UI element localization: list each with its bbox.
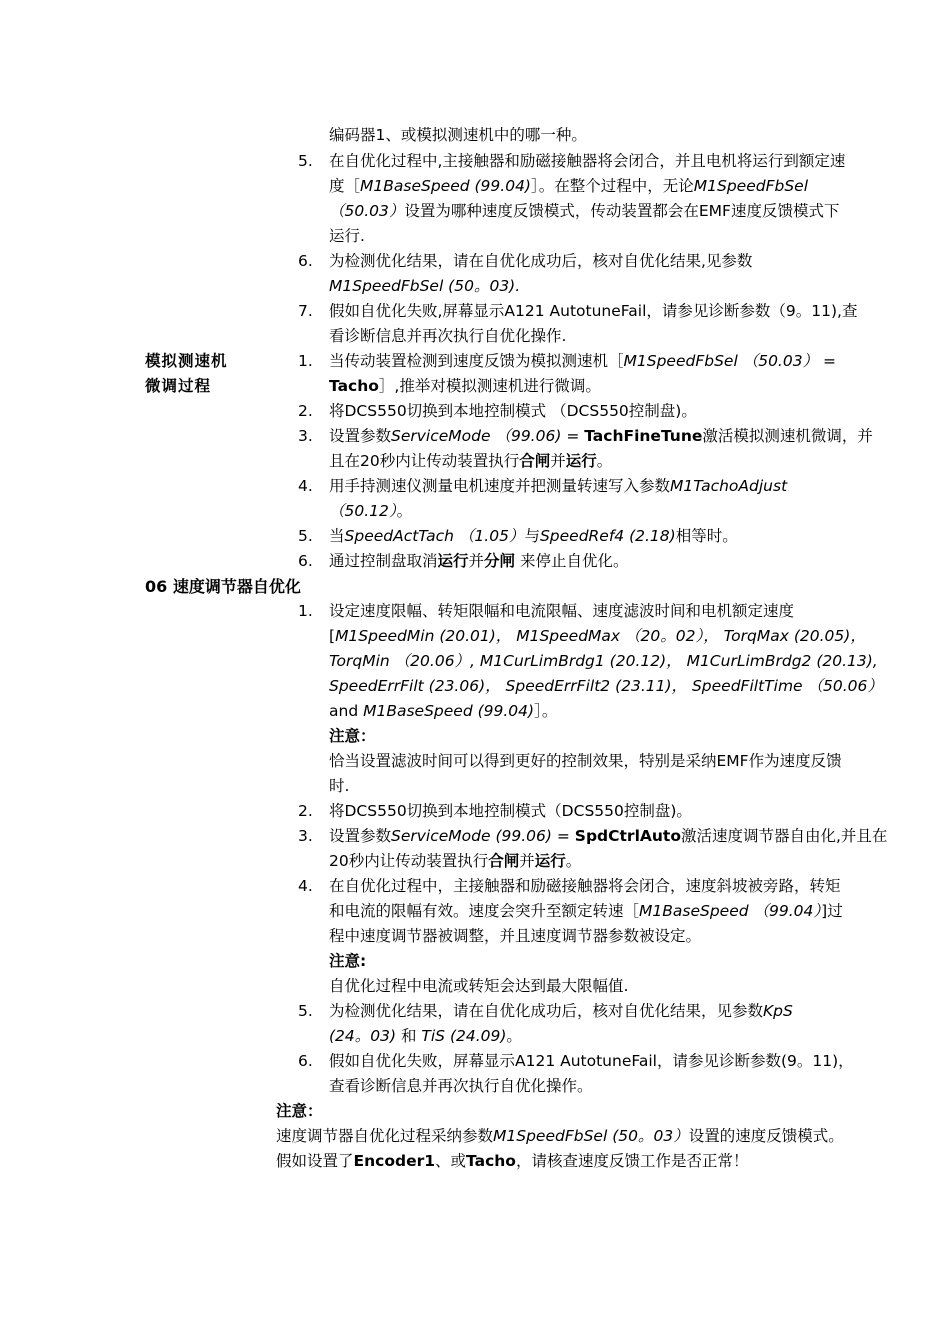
note-label: 注意： xyxy=(276,1102,323,1120)
list-item-text: 当SpeedActTach （1.05）与SpeedRef4 (2.18)相等时。 xyxy=(329,527,738,545)
list-item-text: 设置参数ServiceMode （99.06) = TachFineTune激活模拟测速机微调，并 xyxy=(329,427,873,445)
param-list: TorqMin （20.06）, M1CurLimBrdg1 (20.12)， M1CurLimBrdg2 (20.13), xyxy=(329,652,878,670)
param-name: M1BaseSpeed (99.04) xyxy=(360,177,531,195)
note-text: 假如设置了Encoder1、或Tacho，请核查速度反馈工作是否正常！ xyxy=(276,1152,749,1170)
list-number: 5. xyxy=(298,527,313,545)
list-number: 6. xyxy=(298,252,313,270)
list-item-text: 查看诊断信息并再次执行自优化操作。 xyxy=(329,1077,593,1095)
list-item-text: 通过控制盘取消运行并分闸 来停止自优化。 xyxy=(329,552,629,570)
param-name: M1SpeedFbSel xyxy=(693,177,809,195)
list-number: 3. xyxy=(298,427,313,445)
section-side-title: 模拟测速机 xyxy=(145,352,228,370)
list-number: 2. xyxy=(298,402,313,420)
list-number: 4. xyxy=(298,877,313,895)
note-text: 速度调节器自优化过程采纳参数M1SpeedFbSel (50。03）设置的速度反馈模式。 xyxy=(276,1127,844,1145)
list-number: 6. xyxy=(298,552,313,570)
list-item-text: 设置参数ServiceMode (99.06) = SpdCtrlAuto激活速度调节器自由化,并且在 xyxy=(329,827,888,845)
list-number: 7. xyxy=(298,302,313,320)
list-item-text: 在自优化过程中，主接触器和励磁接触器将会闭合，速度斜坡被旁路，转矩 xyxy=(329,877,841,895)
list-item-text: 看诊断信息并再次执行自优化操作. xyxy=(329,327,567,345)
list-number: 6. xyxy=(298,1052,313,1070)
list-item-text: (24。03) 和 TiS (24.09)。 xyxy=(329,1027,522,1045)
list-item-text: 假如自优化失败,屏幕显示A121 AutotuneFail，请参见诊断参数（9。11),查 xyxy=(329,302,858,320)
param-name: M1SpeedFbSel (50。03). xyxy=(329,277,521,295)
list-number: 3. xyxy=(298,827,313,845)
list-item-text: 将DCS550切换到本地控制模式（DCS550控制盘)。 xyxy=(329,802,692,820)
list-item-text: [M1SpeedMin (20.01)， M1SpeedMax （20。02）， TorqMax (20.05)， xyxy=(329,627,866,645)
note-label: 注意： xyxy=(329,727,376,745)
list-item-text: Tacho］,推举对模拟测速机进行微调。 xyxy=(329,377,601,395)
param-name: M1TachoAdjust xyxy=(670,477,788,495)
list-number: 1. xyxy=(298,352,313,370)
note-text: 时. xyxy=(329,777,350,795)
list-item-text: 为检测优化结果，请在自优化成功后，核对自优化结果，见参数KpS xyxy=(329,1002,793,1020)
param-name: ServiceMode （99.06) xyxy=(391,427,562,445)
list-item-text: 度［M1BaseSpeed (99.04)］。在整个过程中，无论M1SpeedFbSel xyxy=(329,177,809,195)
list-number: 4. xyxy=(298,477,313,495)
list-item-text: （50.03）设置为哪种速度反馈模式，传动装置都会在EMF速度反馈模式下 xyxy=(329,202,840,220)
section-side-title: 微调过程 xyxy=(145,377,212,395)
list-item-text: （50.12）。 xyxy=(329,502,413,520)
param-name: M1SpeedFbSel （50.03） = xyxy=(623,352,836,370)
list-item-text: 和电流的限幅有效。速度会突升至额定转速［M1BaseSpeed （99.04）]过 xyxy=(329,902,843,920)
list-item-text: and M1BaseSpeed (99.04)］。 xyxy=(329,702,558,720)
list-number: 1. xyxy=(298,602,313,620)
list-item-text: 将DCS550切换到本地控制模式 （DCS550控制盘)。 xyxy=(329,402,697,420)
section-heading: 06 速度调节器自优化 xyxy=(145,577,301,596)
param-list: SpeedErrFilt (23.06)， SpeedErrFilt2 (23.11)， SpeedFiltTime （50.06） xyxy=(329,677,883,695)
list-item-text: 为检测优化结果，请在自优化成功后，核对自优化结果,见参数 xyxy=(329,252,753,270)
list-number: 5. xyxy=(298,152,313,170)
list-item-text: 且在20秒内让传动装置执行合闸并运行。 xyxy=(329,452,613,470)
note-text: 恰当设置滤波时间可以得到更好的控制效果，特别是采纳EMF作为速度反馈 xyxy=(329,752,842,770)
list-item-text: 用手持测速仪测量电机速度并把测量转速写入参数M1TachoAdjust xyxy=(329,477,788,495)
list-item-text: 运行. xyxy=(329,227,365,245)
list-item-text: 20秒内让传动装置执行合闸并运行。 xyxy=(329,852,582,870)
continuation-line: 编码器1、或模拟测速机中的哪一种。 xyxy=(329,126,587,144)
list-number: 2. xyxy=(298,802,313,820)
list-item-text: 设定速度限幅、转矩限幅和电流限幅、速度滤波时间和电机额定速度 xyxy=(329,602,795,620)
note-text: 自优化过程中电流或转矩会达到最大限幅值. xyxy=(329,977,629,995)
list-number: 5. xyxy=(298,1002,313,1020)
list-item-text: 当传动装置检测到速度反馈为模拟测速机［M1SpeedFbSel （50.03） = xyxy=(329,352,836,370)
list-item-text: 程中速度调节器被调整，并且速度调节器参数被设定。 xyxy=(329,927,702,945)
list-item-text: 在自优化过程中,主接触器和励磁接触器将会闭合，并且电机将运行到额定速 xyxy=(329,152,846,170)
note-label: 注意: xyxy=(329,952,367,970)
list-item-text: 假如自优化失败，屏幕显示A121 AutotuneFail，请参见诊断参数(9。11)， xyxy=(329,1052,854,1070)
